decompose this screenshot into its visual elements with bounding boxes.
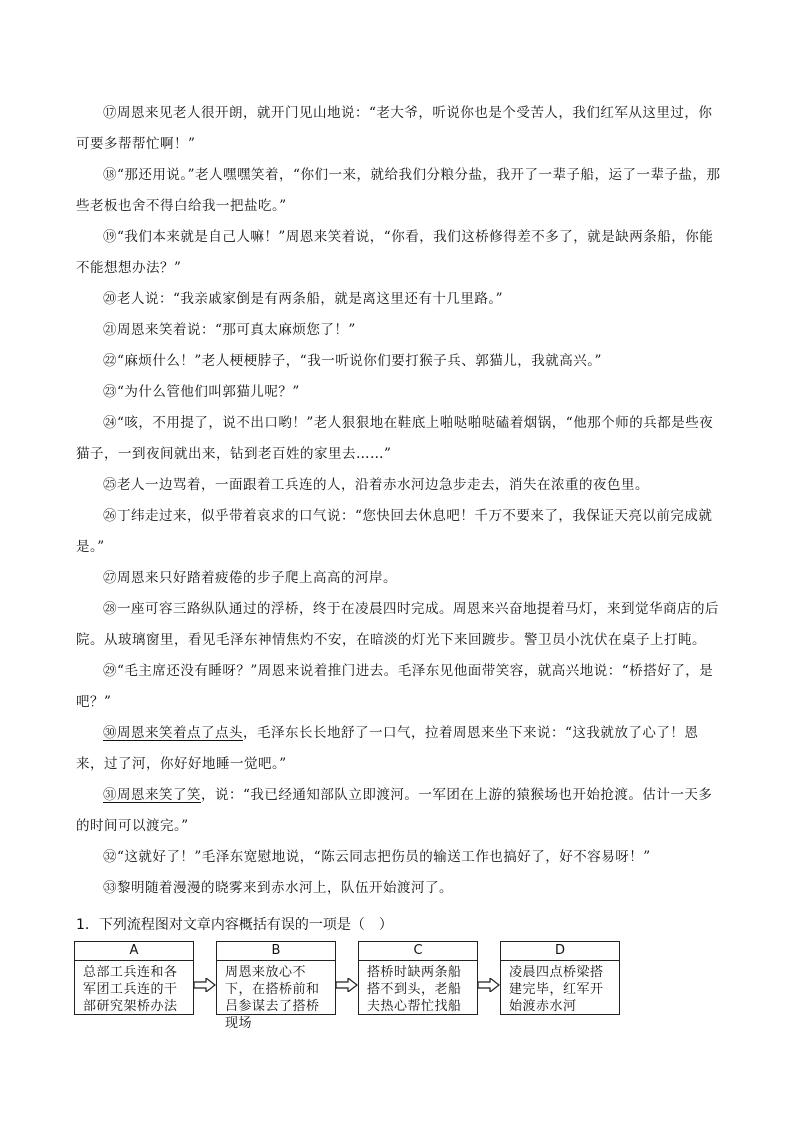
paragraph-18: ⑱“那还用说。”老人嘿嘿笑着，“你们一来，就给我们分粮分盐，我开了一辈子船，运了一辈子盐，那些老板也舍不得白给我一把盐吃。” <box>76 167 721 214</box>
paragraph-31: ㉛周恩来笑了笑，说：“我已经通知部队立即渡河。一军团在上游的猿猴场也开始抢渡。估计一天多的时间可以渡完。” <box>76 787 713 834</box>
flow-box-b[interactable] <box>216 941 336 1031</box>
underlined-phrase-31: ㉛周恩来笑了笑 <box>103 787 201 803</box>
flow-text-b: 周恩来放心不下，在搭桥前和吕参谋去了搭桥现场 <box>225 965 320 1031</box>
paragraph-26: ㉖丁纬走过来，似乎带着哀求的口气说：“您快回去休息吧！千万不要来了，我保证天亮以前完成就是。” <box>76 508 713 555</box>
flow-label-b: B <box>217 942 335 961</box>
paragraph-28: ㉘一座可容三路纵队通过的浮桥，终于在凌晨四时完成。周恩来兴奋地提着马灯，来到觉华商店的后院。从玻璃窗里，看见毛泽东神情焦灼不安，在暗淡的灯光下来回踱步。警卫员小沈伏在桌子上打盹。 <box>76 601 719 648</box>
flow-label-d: D <box>501 942 619 961</box>
paragraph-24: ㉔“咳，不用提了，说不出口哟！”老人狠狠地在鞋底上啪哒啪哒磕着烟锅，“他那个师的兵都是些夜猫子，一到夜间就出来，钻到老百姓的家里去……” <box>76 415 714 462</box>
flow-text-d: 凌晨四点桥梁搭建完毕，红军开始渡赤水河 <box>509 965 604 1014</box>
question-1: 1．下列流程图对文章内容概括有误的一项是（ ） <box>76 917 393 933</box>
underlined-phrase-30: ㉚周恩来笑着点了点头 <box>103 725 243 741</box>
flow-box-d[interactable] <box>500 941 620 1015</box>
flow-arrow-icon <box>336 978 358 992</box>
paragraph-20: ⑳老人说：“我亲戚家倒是有两条船，就是离这里还有十几里路。” <box>103 291 504 307</box>
paragraph-25: ㉕老人一边骂着，一面跟着工兵连的人，沿着赤水河边急步走去，消失在浓重的夜色里。 <box>103 477 649 493</box>
paragraph-29: ㉙“毛主席还没有睡呀？”周恩来说着推门进去。毛泽东见他面带笑容，就高兴地说：“桥搭好了，是吧？” <box>76 663 714 710</box>
flow-text-a: 总部工兵连和各军团工兵连的干部研究架桥办法 <box>83 965 178 1014</box>
paragraph-32: ㉜“这就好了！”毛泽东宽慰地说，“陈云同志把伤员的输送工作也搞好了，好不容易呀！” <box>103 849 651 865</box>
paragraph-22: ㉒“麻烦什么！”老人梗梗脖子，“我一听说你们要打猴子兵、郭猫儿，我就高兴。” <box>103 353 602 369</box>
paragraph-17: ⑰周恩来见老人很开朗，就开门见山地说：“老大爷，听说你也是个受苦人，我们红军从这里过，你可要多帮帮忙啊！” <box>76 105 713 152</box>
flow-label-c: C <box>359 942 477 961</box>
paragraph-33: ㉝黎明随着漫漫的晓雾来到赤水河上，队伍开始渡河了。 <box>103 880 453 896</box>
flow-box-a[interactable] <box>74 941 194 1015</box>
paragraph-23: ㉓“为什么管他们叫郭猫儿呢？” <box>103 384 300 400</box>
paragraph-27: ㉗周恩来只好踏着疲倦的步子爬上高高的河岸。 <box>103 570 397 586</box>
paragraph-21: ㉑周恩来笑着说：“那可真太麻烦您了！” <box>103 322 356 338</box>
flow-label-a: A <box>75 942 193 961</box>
flow-arrow-icon <box>194 978 216 992</box>
flow-arrow-icon <box>478 978 500 992</box>
paragraph-30: ㉚周恩来笑着点了点头，毛泽东长长地舒了一口气，拉着周恩来坐下来说：“这我就放了心了！恩来，过了河，你好好地睡一觉吧。” <box>76 725 699 772</box>
flow-box-c[interactable] <box>358 941 478 1015</box>
paragraph-19: ⑲“我们本来就是自己人嘛！”周恩来笑着说，“你看，我们这桥修得差不多了，就是缺两条船，你能不能想想办法？” <box>76 229 714 276</box>
flow-text-c: 搭桥时缺两条船搭不到头，老船夫热心帮忙找船 <box>367 965 462 1014</box>
